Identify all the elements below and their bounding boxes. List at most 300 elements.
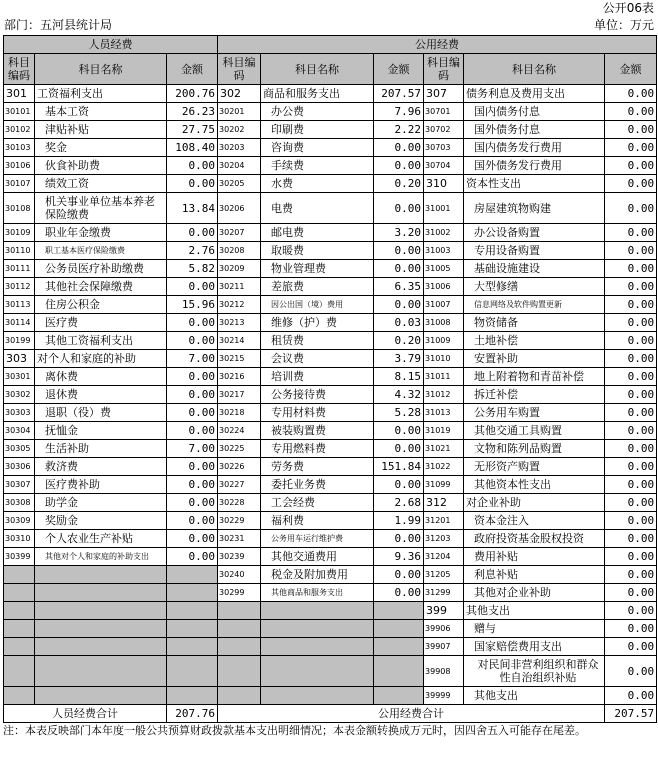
amount-value: 0.00 — [167, 332, 218, 350]
subject-name: 其他对个人和家庭的补助支出 — [35, 548, 167, 566]
col-amount-header: 金额 — [605, 54, 657, 85]
subject-code — [4, 602, 35, 620]
subject-code: 31007 — [424, 296, 464, 314]
table-row — [4, 314, 657, 332]
amount-value: 15.96 — [167, 296, 218, 314]
subject-code: 30228 — [218, 494, 261, 512]
subject-code: 31010 — [424, 350, 464, 368]
table-row — [4, 103, 657, 121]
amount-value: 0.00 — [167, 314, 218, 332]
subject-code: 31008 — [424, 314, 464, 332]
subject-code: 30201 — [218, 103, 261, 121]
amount-value: 0.00 — [605, 404, 657, 422]
subject-name: 离休费 — [35, 368, 167, 386]
table-row — [4, 620, 657, 638]
amount-value: 6.35 — [374, 278, 424, 296]
amount-value — [167, 638, 218, 656]
subject-name: 办公设备购置 — [464, 224, 605, 242]
table-row — [4, 260, 657, 278]
subject-code: 30101 — [4, 103, 35, 121]
subject-name: 工会经费 — [261, 494, 374, 512]
subject-name: 房屋建筑物购建 — [464, 193, 605, 224]
table-row — [4, 687, 657, 705]
subject-code: 31201 — [424, 512, 464, 530]
table-row — [4, 440, 657, 458]
subject-code: 30218 — [218, 404, 261, 422]
amount-value: 0.00 — [605, 548, 657, 566]
subject-name: 赠与 — [464, 620, 605, 638]
subject-name — [35, 687, 167, 705]
subject-code: 31205 — [424, 566, 464, 584]
amount-value: 151.84 — [374, 458, 424, 476]
subject-name: 奖金 — [35, 139, 167, 157]
subject-name — [35, 656, 167, 687]
subject-code: 30701 — [424, 103, 464, 121]
amount-value: 13.84 — [167, 193, 218, 224]
subject-name — [261, 687, 374, 705]
subject-name: 公务员医疗补助缴费 — [35, 260, 167, 278]
subject-code: 30205 — [218, 175, 261, 193]
col-name-header: 科目名称 — [464, 54, 605, 85]
subject-name — [35, 584, 167, 602]
subject-name: 绩效工资 — [35, 175, 167, 193]
amount-value: 7.00 — [167, 440, 218, 458]
table-row — [4, 458, 657, 476]
amount-value — [167, 566, 218, 584]
subject-code: 30703 — [424, 139, 464, 157]
subject-code: 39908 — [424, 656, 464, 687]
subject-name: 税金及附加费用 — [261, 566, 374, 584]
subject-code: 30109 — [4, 224, 35, 242]
subject-name: 职业年金缴费 — [35, 224, 167, 242]
table-row — [4, 350, 657, 368]
amount-value: 9.36 — [374, 548, 424, 566]
subject-code: 31099 — [424, 476, 464, 494]
amount-value: 1.99 — [374, 512, 424, 530]
subject-code — [4, 566, 35, 584]
subject-code: 30214 — [218, 332, 261, 350]
amount-value: 0.20 — [374, 175, 424, 193]
subject-code: 30399 — [4, 548, 35, 566]
amount-value: 3.79 — [374, 350, 424, 368]
subject-code: 30216 — [218, 368, 261, 386]
amount-value: 0.00 — [605, 157, 657, 175]
subject-code: 30110 — [4, 242, 35, 260]
subject-name: 专用材料费 — [261, 404, 374, 422]
amount-value: 0.00 — [605, 476, 657, 494]
subject-code: 30309 — [4, 512, 35, 530]
table-row — [4, 242, 657, 260]
subject-name: 其他资本性支出 — [464, 476, 605, 494]
subject-name: 对个人和家庭的补助 — [35, 350, 167, 368]
subject-name: 其他社会保障缴费 — [35, 278, 167, 296]
subject-name: 其他支出 — [464, 602, 605, 620]
amount-value: 0.00 — [605, 121, 657, 139]
subject-name: 助学金 — [35, 494, 167, 512]
subject-code: 39999 — [424, 687, 464, 705]
col-code-header: 科目编码 — [424, 54, 464, 85]
subject-name: 差旅费 — [261, 278, 374, 296]
amount-value: 0.00 — [605, 656, 657, 687]
subject-code: 31204 — [424, 548, 464, 566]
amount-value: 0.00 — [605, 530, 657, 548]
amount-value: 0.00 — [605, 278, 657, 296]
subject-name: 印刷费 — [261, 121, 374, 139]
amount-value: 8.15 — [374, 368, 424, 386]
expenditure-table — [3, 35, 657, 723]
table-row — [4, 85, 657, 103]
public-total-value: 207.57 — [605, 705, 657, 723]
subject-name: 物业管理费 — [261, 260, 374, 278]
subject-code: 31011 — [424, 368, 464, 386]
subject-code: 31019 — [424, 422, 464, 440]
subject-name: 土地补偿 — [464, 332, 605, 350]
amount-value: 2.22 — [374, 121, 424, 139]
amount-value: 108.40 — [167, 139, 218, 157]
subject-code: 31003 — [424, 242, 464, 260]
subject-name: 抚恤金 — [35, 422, 167, 440]
amount-value: 0.00 — [374, 584, 424, 602]
subject-name: 其他交通工具购置 — [464, 422, 605, 440]
subject-code: 30204 — [218, 157, 261, 175]
subject-code: 30112 — [4, 278, 35, 296]
subject-name: 因公出国（境）费用 — [261, 296, 374, 314]
amount-value: 0.00 — [167, 512, 218, 530]
amount-value: 0.00 — [374, 476, 424, 494]
amount-value: 0.00 — [374, 260, 424, 278]
amount-value — [374, 620, 424, 638]
subject-code: 30211 — [218, 278, 261, 296]
subject-code: 30302 — [4, 386, 35, 404]
subject-name — [261, 638, 374, 656]
subject-name: 伙食补助费 — [35, 157, 167, 175]
amount-value: 0.00 — [374, 440, 424, 458]
subject-code: 31203 — [424, 530, 464, 548]
amount-value: 0.00 — [167, 422, 218, 440]
subject-code: 30111 — [4, 260, 35, 278]
footnote: 注：本表反映部门本年度一般公共预算财政拨款基本支出明细情况；本表金额转换成万元时，因四舍五入可能存在尾差。 — [3, 724, 586, 737]
subject-code — [4, 687, 35, 705]
department-label: 部门：五河县统计局 — [4, 18, 113, 32]
subject-name: 其他商品和服务支出 — [261, 584, 374, 602]
amount-value: 0.00 — [167, 386, 218, 404]
amount-value: 0.00 — [605, 620, 657, 638]
subject-code: 30229 — [218, 512, 261, 530]
subject-name: 国外债务付息 — [464, 121, 605, 139]
subject-code: 31006 — [424, 278, 464, 296]
amount-value: 0.00 — [167, 224, 218, 242]
subject-name: 文物和陈列品购置 — [464, 440, 605, 458]
subject-code: 30704 — [424, 157, 464, 175]
subject-name: 安置补助 — [464, 350, 605, 368]
amount-value: 0.00 — [605, 512, 657, 530]
subject-code: 312 — [424, 494, 464, 512]
amount-value: 0.00 — [605, 139, 657, 157]
amount-value: 0.00 — [605, 332, 657, 350]
subject-code: 30301 — [4, 368, 35, 386]
subject-name — [35, 566, 167, 584]
personnel-total-value: 207.76 — [167, 705, 218, 723]
amount-value: 0.00 — [605, 314, 657, 332]
subject-name — [35, 602, 167, 620]
subject-code: 30227 — [218, 476, 261, 494]
subject-code: 30207 — [218, 224, 261, 242]
subject-code: 39906 — [424, 620, 464, 638]
subject-name: 专用设备购置 — [464, 242, 605, 260]
amount-value — [374, 656, 424, 687]
subject-name: 手续费 — [261, 157, 374, 175]
amount-value: 27.75 — [167, 121, 218, 139]
amount-value: 0.00 — [605, 458, 657, 476]
amount-value: 0.00 — [605, 103, 657, 121]
subject-name: 维修（护）费 — [261, 314, 374, 332]
personnel-total-label: 人员经费合计 — [4, 705, 167, 723]
subject-name: 职工基本医疗保险缴费 — [35, 242, 167, 260]
public-section-header: 公用经费 — [218, 36, 657, 54]
table-row — [4, 404, 657, 422]
table-row — [4, 296, 657, 314]
col-code-header: 科目编码 — [218, 54, 261, 85]
table-row — [4, 332, 657, 350]
col-amount-header: 金额 — [374, 54, 424, 85]
amount-value: 0.00 — [605, 296, 657, 314]
subject-code: 31012 — [424, 386, 464, 404]
subject-name: 债务利息及费用支出 — [464, 85, 605, 103]
subject-name: 国外债务发行费用 — [464, 157, 605, 175]
subject-code — [218, 656, 261, 687]
subject-code: 30240 — [218, 566, 261, 584]
subject-code: 30208 — [218, 242, 261, 260]
table-row — [4, 638, 657, 656]
amount-value — [167, 584, 218, 602]
subject-name: 物资储备 — [464, 314, 605, 332]
subject-code: 31005 — [424, 260, 464, 278]
amount-value: 200.76 — [167, 85, 218, 103]
amount-value: 0.00 — [605, 687, 657, 705]
subject-code: 31013 — [424, 404, 464, 422]
amount-value: 0.20 — [374, 332, 424, 350]
subject-name: 邮电费 — [261, 224, 374, 242]
table-row — [4, 656, 657, 687]
amount-value: 0.00 — [605, 494, 657, 512]
amount-value — [167, 602, 218, 620]
subject-code — [4, 584, 35, 602]
subject-code: 302 — [218, 85, 261, 103]
subject-name: 其他对企业补助 — [464, 584, 605, 602]
subject-name: 会议费 — [261, 350, 374, 368]
subject-name: 住房公积金 — [35, 296, 167, 314]
subject-code: 30202 — [218, 121, 261, 139]
subject-code: 30702 — [424, 121, 464, 139]
amount-value: 0.00 — [374, 139, 424, 157]
subject-name: 专用燃料费 — [261, 440, 374, 458]
subject-name: 津贴补贴 — [35, 121, 167, 139]
subject-code: 30307 — [4, 476, 35, 494]
subject-code: 310 — [424, 175, 464, 193]
subject-code: 31022 — [424, 458, 464, 476]
table-row — [4, 602, 657, 620]
subject-code: 30103 — [4, 139, 35, 157]
amount-value: 2.76 — [167, 242, 218, 260]
amount-value: 0.00 — [605, 242, 657, 260]
table-row — [4, 512, 657, 530]
subject-code: 30306 — [4, 458, 35, 476]
subject-name: 委托业务费 — [261, 476, 374, 494]
col-amount-header: 金额 — [167, 54, 218, 85]
subject-name: 退休费 — [35, 386, 167, 404]
amount-value: 0.00 — [167, 404, 218, 422]
subject-name: 大型修缮 — [464, 278, 605, 296]
section-header-row — [4, 36, 657, 54]
subject-name: 公务用车运行维护费 — [261, 530, 374, 548]
amount-value: 0.00 — [605, 224, 657, 242]
subject-name: 公务用车购置 — [464, 404, 605, 422]
subject-name: 费用补贴 — [464, 548, 605, 566]
subject-name — [35, 638, 167, 656]
amount-value: 0.00 — [374, 242, 424, 260]
table-row — [4, 494, 657, 512]
amount-value: 0.00 — [167, 278, 218, 296]
form-number: 公开06表 — [602, 1, 654, 15]
table-row — [4, 175, 657, 193]
column-header-row — [4, 54, 657, 85]
subject-code: 30224 — [218, 422, 261, 440]
amount-value: 207.57 — [374, 85, 424, 103]
subject-code: 30308 — [4, 494, 35, 512]
subject-code: 31002 — [424, 224, 464, 242]
amount-value: 0.00 — [374, 566, 424, 584]
subject-name: 机关事业单位基本养老保险缴费 — [35, 193, 167, 224]
amount-value: 0.00 — [374, 422, 424, 440]
amount-value — [167, 620, 218, 638]
amount-value: 5.82 — [167, 260, 218, 278]
subject-code: 30199 — [4, 332, 35, 350]
subject-code — [4, 620, 35, 638]
subject-code: 30225 — [218, 440, 261, 458]
table-row — [4, 278, 657, 296]
subject-name: 咨询费 — [261, 139, 374, 157]
amount-value: 0.00 — [167, 368, 218, 386]
subject-name — [35, 620, 167, 638]
amount-value: 0.00 — [167, 548, 218, 566]
subject-name: 退职（役）费 — [35, 404, 167, 422]
subject-code — [218, 620, 261, 638]
amount-value — [374, 602, 424, 620]
subject-code — [218, 602, 261, 620]
amount-value: 0.00 — [605, 638, 657, 656]
subject-code: 307 — [424, 85, 464, 103]
subject-code: 30114 — [4, 314, 35, 332]
subject-name: 工资福利支出 — [35, 85, 167, 103]
subject-code: 39907 — [424, 638, 464, 656]
subject-name: 商品和服务支出 — [261, 85, 374, 103]
table-row — [4, 224, 657, 242]
table-row — [4, 139, 657, 157]
unit-label: 单位：万元 — [593, 18, 654, 32]
subject-name: 无形资产购置 — [464, 458, 605, 476]
subject-code: 31009 — [424, 332, 464, 350]
amount-value: 0.00 — [605, 602, 657, 620]
subject-code — [4, 638, 35, 656]
subject-code — [218, 687, 261, 705]
amount-value: 0.00 — [605, 350, 657, 368]
amount-value: 7.00 — [167, 350, 218, 368]
subject-code: 30206 — [218, 193, 261, 224]
amount-value: 3.20 — [374, 224, 424, 242]
subject-name: 信息网络及软件购置更新 — [464, 296, 605, 314]
subject-code: 30106 — [4, 157, 35, 175]
amount-value: 0.00 — [605, 260, 657, 278]
subject-name: 取暖费 — [261, 242, 374, 260]
subject-code: 301 — [4, 85, 35, 103]
subject-name: 其他工资福利支出 — [35, 332, 167, 350]
subject-name: 其他交通费用 — [261, 548, 374, 566]
subject-name: 资本性支出 — [464, 175, 605, 193]
table-row — [4, 386, 657, 404]
subject-name: 福利费 — [261, 512, 374, 530]
amount-value: 0.00 — [605, 386, 657, 404]
amount-value: 0.00 — [605, 584, 657, 602]
subject-code: 30212 — [218, 296, 261, 314]
subject-name: 个人农业生产补贴 — [35, 530, 167, 548]
subject-code: 30303 — [4, 404, 35, 422]
subject-name: 租赁费 — [261, 332, 374, 350]
subject-name: 办公费 — [261, 103, 374, 121]
subject-code: 30304 — [4, 422, 35, 440]
amount-value: 26.23 — [167, 103, 218, 121]
subject-code: 30299 — [218, 584, 261, 602]
subject-code: 30305 — [4, 440, 35, 458]
subject-name: 地上附着物和青苗补偿 — [464, 368, 605, 386]
subject-name: 医疗费 — [35, 314, 167, 332]
subject-name: 对企业补助 — [464, 494, 605, 512]
subject-name: 国家赔偿费用支出 — [464, 638, 605, 656]
subject-code: 31299 — [424, 584, 464, 602]
subject-name: 医疗费补助 — [35, 476, 167, 494]
amount-value: 0.00 — [605, 566, 657, 584]
amount-value: 0.00 — [167, 458, 218, 476]
subject-code: 30226 — [218, 458, 261, 476]
subject-name: 利息补贴 — [464, 566, 605, 584]
amount-value: 0.00 — [605, 193, 657, 224]
amount-value: 0.00 — [167, 494, 218, 512]
amount-value: 0.00 — [374, 296, 424, 314]
amount-value: 0.00 — [605, 422, 657, 440]
amount-value: 5.28 — [374, 404, 424, 422]
table-row — [4, 548, 657, 566]
subject-code: 30310 — [4, 530, 35, 548]
col-code-header: 科目编码 — [4, 54, 35, 85]
subject-name: 政府投资基金股权投资 — [464, 530, 605, 548]
subject-name: 国内债务付息 — [464, 103, 605, 121]
table-row — [4, 422, 657, 440]
subject-code: 30215 — [218, 350, 261, 368]
subject-name: 国内债务发行费用 — [464, 139, 605, 157]
subject-name: 劳务费 — [261, 458, 374, 476]
table-row — [4, 121, 657, 139]
subject-name: 基本工资 — [35, 103, 167, 121]
subject-code — [4, 656, 35, 687]
subject-name: 公务接待费 — [261, 386, 374, 404]
subject-code: 30239 — [218, 548, 261, 566]
subject-name: 基础设施建设 — [464, 260, 605, 278]
amount-value: 0.00 — [167, 476, 218, 494]
subject-name: 奖励金 — [35, 512, 167, 530]
subject-code: 31001 — [424, 193, 464, 224]
subject-name — [261, 620, 374, 638]
subject-code: 30107 — [4, 175, 35, 193]
amount-value: 2.68 — [374, 494, 424, 512]
